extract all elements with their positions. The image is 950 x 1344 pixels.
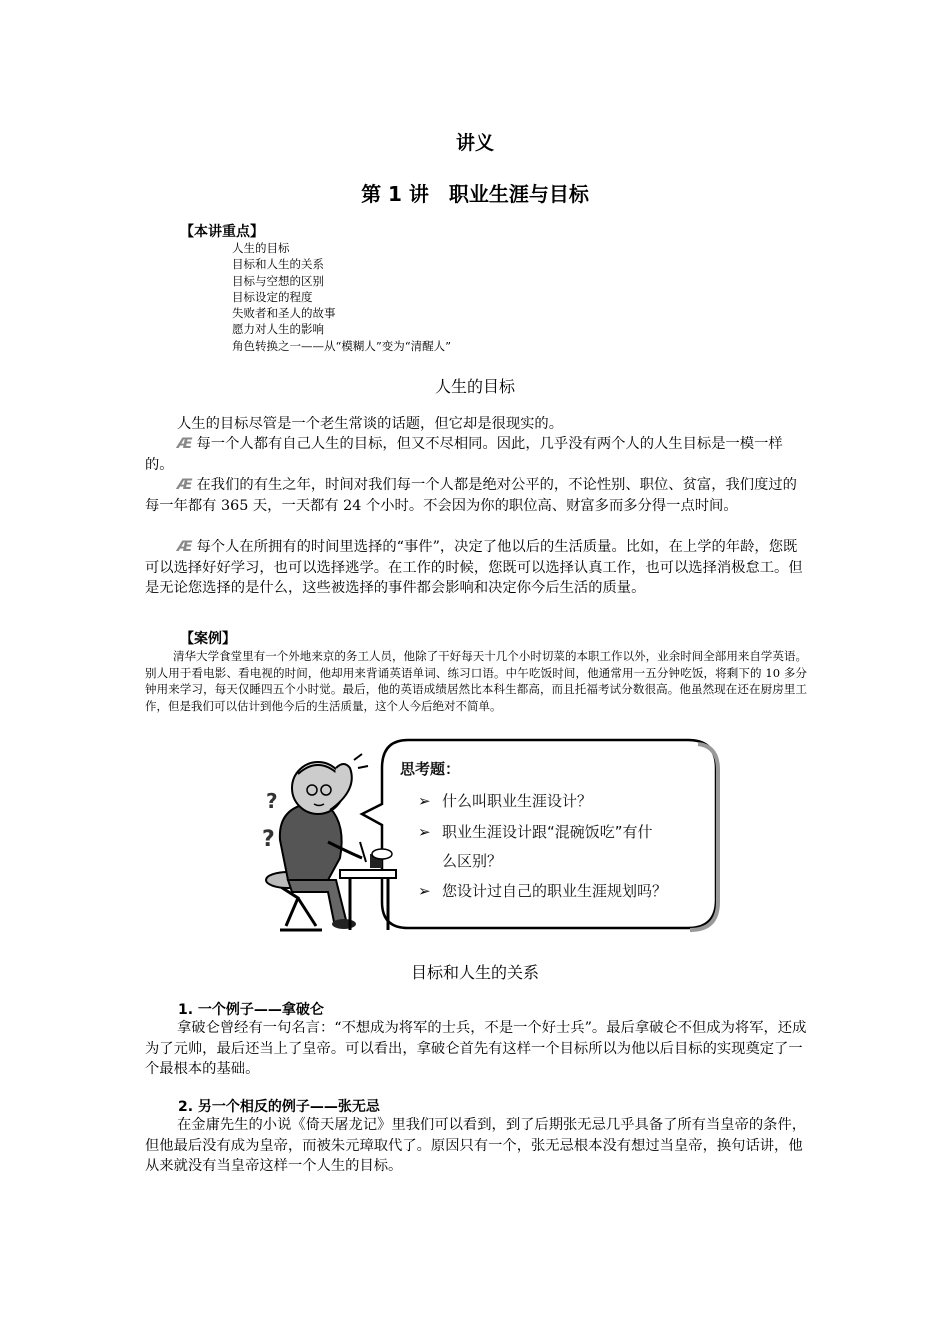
document-title: 讲义 xyxy=(455,132,494,154)
section-title: 目标和人生的关系 xyxy=(410,963,539,982)
bullet-icon: ➢ xyxy=(418,823,431,841)
paragraph xyxy=(145,434,807,475)
paragraph-text: 每个人在所拥有的时间里选择的“事件”，决定了他以后的生活质量。比如，在上学的年龄，您既可以选择好好学习，也可以选择逃学。在工作的时候，您既可以选择认真工作，也可以选择消极怠工。但是无论您选择的是什么，这些被选择的事件都会影响和决定你今后生活的质量。 xyxy=(145,539,803,596)
paragraph xyxy=(145,537,807,599)
question-2-line1: 职业生涯设计跟“混碗饭吃”有什 xyxy=(442,823,653,841)
keypoint-item: 人生的目标 xyxy=(232,241,290,255)
paragraph-text: 每一个人都有自己人生的目标，但又不尽相同。因此，几乎没有两个人的人生目标是一模一样的。 xyxy=(145,436,783,473)
keypoints-list xyxy=(232,240,451,354)
example-title: 1. 一个例子——拿破仑 xyxy=(178,1002,324,1018)
keypoint-item: 角色转换之一——从“模糊人”变为“清醒人” xyxy=(232,338,452,353)
keypoint-item: 目标与空想的区别 xyxy=(232,273,324,288)
keypoint-item: 失败者和圣人的故事 xyxy=(232,306,336,321)
paragraph xyxy=(145,475,807,516)
keypoint-item: 愿力对人生的影响 xyxy=(232,322,324,337)
thinking-illustration xyxy=(258,730,720,935)
svg-text:?: ? xyxy=(266,789,278,813)
thinking-man-icon xyxy=(262,754,396,930)
paragraph-text: 在我们的有生之年，时间对我们每一个人都是绝对公平的，不论性别、职位、贫富，我们度过的每一年都有 365 天，一天都有 24 个小时。不会因为你的职位高、财富多而多分得一点时间。 xyxy=(145,477,797,514)
bullet-glyph: Æ xyxy=(177,436,193,452)
example-title: 2. 另一个相反的例子——张无忌 xyxy=(178,1099,380,1115)
bullet-icon: ➢ xyxy=(418,792,431,810)
case-label: 【案例】 xyxy=(180,631,236,647)
question-3: 您设计过自己的职业生涯规划吗？ xyxy=(442,882,668,900)
lecture-title: 第 1 讲 职业生涯与目标 xyxy=(361,182,589,206)
question-2-line2: 么区别？ xyxy=(442,852,503,870)
paragraph: 在金庸先生的小说《倚天屠龙记》里我们可以看到，到了后期张无忌几乎具备了所有当皇帝的条件，但他最后没有成为皇帝，而被朱元璋取代了。原因只有一个，张无忌根本没有想过当皇帝，换句话讲，他从来就没有当皇帝这样一个人生的目标。 xyxy=(145,1117,807,1174)
svg-text:?: ? xyxy=(262,827,275,852)
keypoint-item: 目标和人生的关系 xyxy=(232,257,324,272)
keypoints-label: 【本讲重点】 xyxy=(180,224,264,240)
paragraph: 拿破仑曾经有一句名言：“不想成为将军的士兵，不是一个好士兵”。最后拿破仑不但成为将军，还成为了元帅，最后还当上了皇帝。可以看出，拿破仑首先有这样一个目标所以为他以后目标的实现奠定了一个最根本的基础。 xyxy=(145,1020,807,1077)
bullet-icon: ➢ xyxy=(418,882,431,900)
paragraph: 人生的目标尽管是一个老生常谈的话题，但它却是很现实的。 xyxy=(177,416,564,432)
section-title: 人生的目标 xyxy=(434,377,515,396)
thinking-title: 思考题： xyxy=(400,760,461,778)
keypoint-item: 目标设定的程度 xyxy=(232,289,313,304)
question-1: 什么叫职业生涯设计？ xyxy=(442,792,593,810)
bullet-glyph: Æ xyxy=(177,477,193,493)
bullet-glyph: Æ xyxy=(177,539,193,555)
case-text: 清华大学食堂里有一个外地来京的务工人员，他除了干好每天十几个小时切菜的本职工作以外，业余时间全部用来自学英语。别人用于看电影、看电视的时间，他却用来背诵英语单词、练习口语。中午吃饭时间，他通常用一五分钟吃饭，将剩下的 10 多分钟用来学习，每天仅睡四五个小时觉。最后，他的英语成绩居然比本科生都高，而且托福考试分数很高。他虽然现在还在厨房里工作，但是我们可以估计到他今后的生活质量，这个人今后绝对不简单。 xyxy=(145,649,807,713)
